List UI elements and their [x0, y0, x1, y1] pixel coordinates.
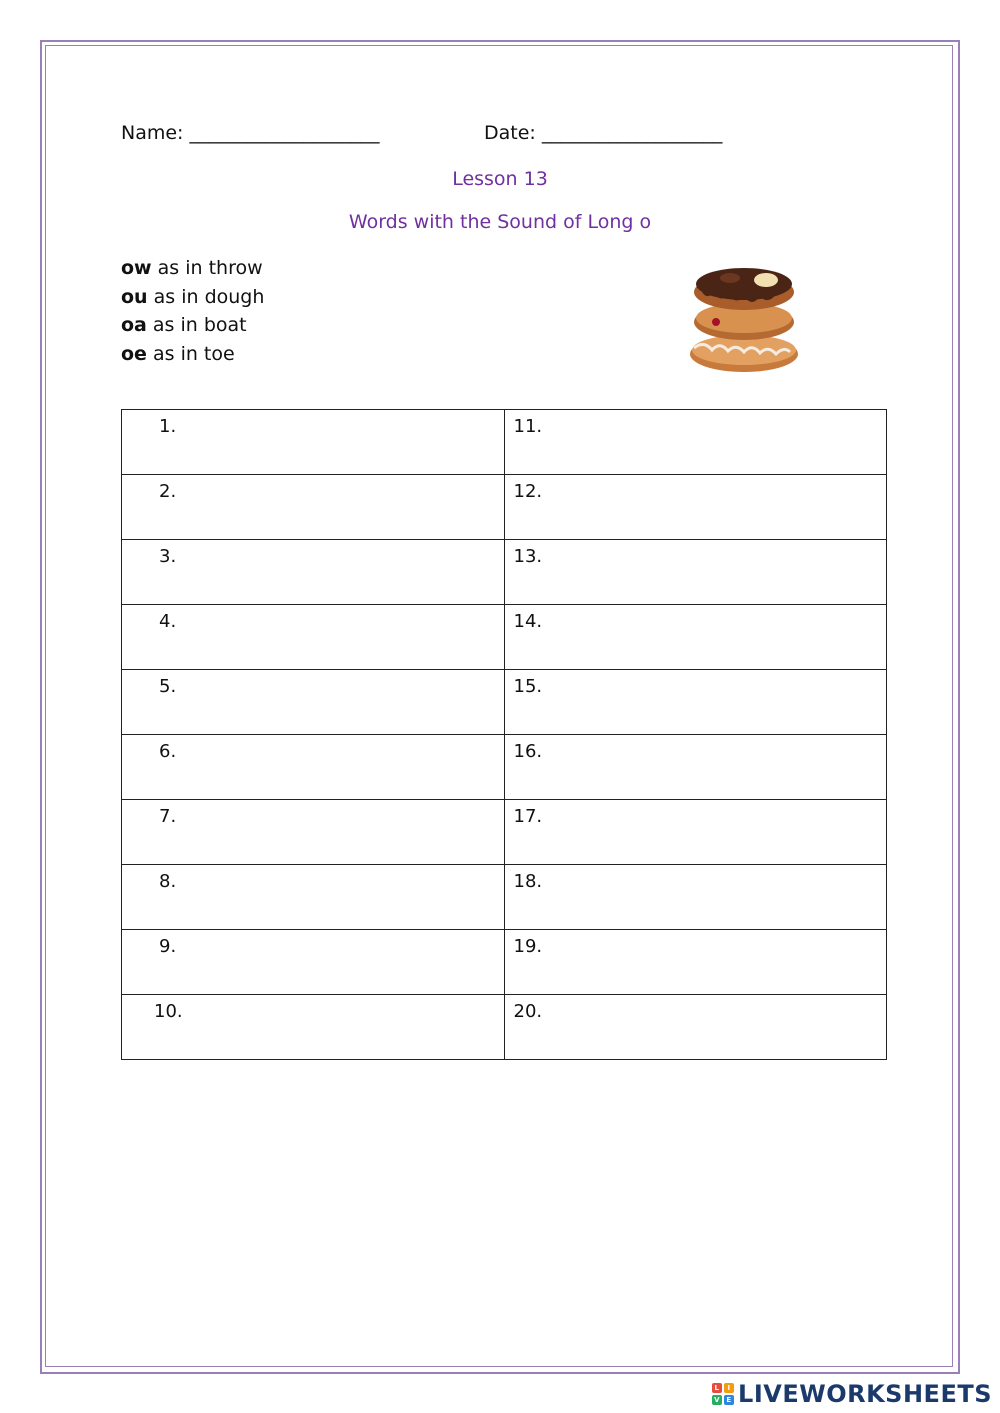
answer-cell[interactable]: 6. [122, 735, 505, 800]
name-field-label[interactable]: Name: ____________________ [121, 122, 380, 144]
answer-cell[interactable]: 11. [504, 410, 887, 475]
stacked-donuts-image [686, 258, 802, 376]
answer-cell[interactable]: 4. [122, 605, 505, 670]
table-row [122, 800, 887, 865]
header-row [121, 122, 723, 144]
answer-cell[interactable]: 17. [504, 800, 887, 865]
answer-cell[interactable]: 16. [504, 735, 887, 800]
spelling-pattern-item: oa as in boat [121, 314, 247, 336]
table-row [122, 865, 887, 930]
table-row [122, 410, 887, 475]
table-row [122, 995, 887, 1060]
answer-cell[interactable]: 13. [504, 540, 887, 605]
answer-cell[interactable]: 3. [122, 540, 505, 605]
brand-name: LIVEWORKSHEETS [738, 1380, 992, 1408]
answer-cell[interactable]: 19. [504, 930, 887, 995]
table-row [122, 670, 887, 735]
answer-cell[interactable]: 9. [122, 930, 505, 995]
answer-cell[interactable]: 5. [122, 670, 505, 735]
worksheet-subtitle: Words with the Sound of Long o [348, 211, 652, 233]
liveworksheets-logo-icon: L I V E [712, 1383, 734, 1405]
table-row [122, 540, 887, 605]
table-row [122, 735, 887, 800]
spelling-pattern-item: oe as in toe [121, 342, 235, 365]
date-field-label[interactable]: Date: ___________________ [484, 122, 723, 144]
table-row [122, 930, 887, 995]
answer-cell[interactable]: 20. [504, 995, 887, 1060]
answer-cell[interactable]: 7. [122, 800, 505, 865]
spelling-pattern-item: ou as in dough [121, 285, 265, 308]
answer-cell[interactable]: 15. [504, 670, 887, 735]
answer-cell[interactable]: 1. [122, 410, 505, 475]
answer-cell[interactable]: 2. [122, 475, 505, 540]
table-row [122, 475, 887, 540]
spelling-patterns-list [121, 254, 264, 368]
answer-cell[interactable]: 10. [122, 995, 505, 1060]
table-row [122, 605, 887, 670]
answer-table [121, 409, 887, 1060]
answer-cell[interactable]: 18. [504, 865, 887, 930]
lesson-title: Lesson 13 [452, 168, 548, 190]
answer-cell[interactable]: 14. [504, 605, 887, 670]
spelling-pattern-item: ow as in throw [121, 257, 263, 279]
answer-cell[interactable]: 12. [504, 475, 887, 540]
liveworksheets-brand[interactable] [712, 1381, 992, 1407]
answer-cell[interactable]: 8. [122, 865, 505, 930]
